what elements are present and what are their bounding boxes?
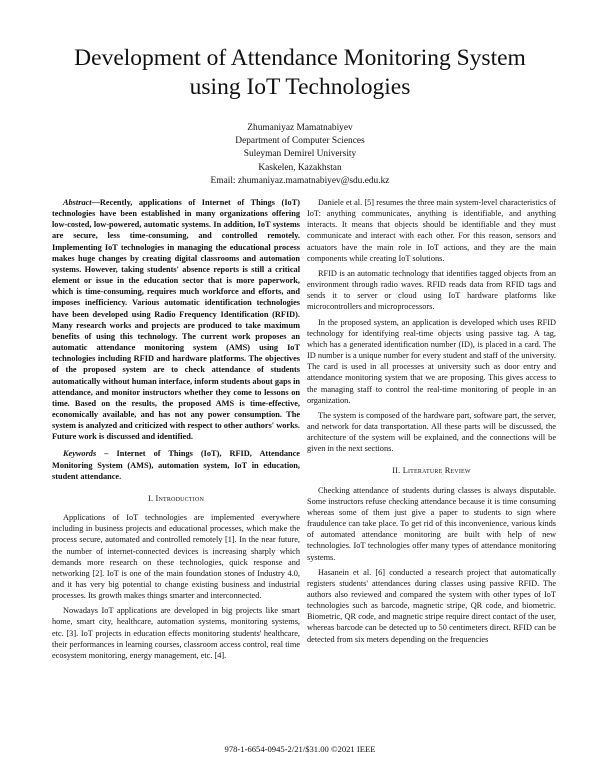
section-number: II. — [392, 466, 401, 476]
title-line-1: Development of Attendance Monitoring System — [74, 45, 526, 71]
body-paragraph-3: In the proposed system, an application is developed which uses RFID technology for identifying real-time objects using passive tag. A tag, which has a generated identification number (ID), is placed in a card. The ID number is a unique number for every student and staff of the university. The card is used in all processes at university such as door entry and attendance monitoring system that we are proposing. This gives access to the managing staff to control the real-time monitoring of people in an organization. — [307, 317, 556, 405]
author-email: Email: zhumaniyaz.mamatnabiyev@sdu.edu.kz — [210, 175, 390, 186]
abstract-label: Abstract — [63, 198, 92, 207]
keywords — [52, 448, 300, 481]
section-title: Introduction — [155, 493, 205, 503]
copyright-footer: 978-1-6654-0945-2/21/$31.00 ©2021 IEEE — [224, 744, 376, 754]
author-name: Zhumaniyaz Mamatnabiyev — [247, 123, 353, 133]
abstract-text: —Recently, applications of Internet of Things (IoT) technologies have been established in many organizations offering low-costed, low-powered, automatic systems. In addition, IoT systems are secure, less time-consuming, and controlled remotely. Implementing IoT technologies in managing the educational process makes huge changes by creating digital classrooms and automation systems. However, taking students' absence reports is still a critical element or issue in the education sector that is more paperwork, which is time-consuming, requires much workforce and efforts, and imposes inefficiency. Various automatic identification technologies have been developed using Radio Frequency Identification (RFID). Many research works and projects are produced to take maximum benefits of using this technology. The current work proposes an automatic attendance monitoring system (AMS) using IoT technologies including RFID and hardware platforms. The objectives of the proposed system are to check attendance of students automatically without human interface, inform students about gaps in attendance, and monitor instructors whether they come to lessons on time. Based on the results, the proposed AMS is time-effective, economically available, and has not any power consumption. The system is analyzed and criticized with respect to other authors' works. Future work is discussed and identified. — [52, 198, 300, 442]
body-paragraph-1: Daniele et al. [5] resumes the three main system-level characteristics of IoT: anything communicates, anything is identifiable, and anything interacts. It means that objects should be identifiable and they must communicate and interact with each other. For this reason, sensors and actuators have the main role in IoT actions, and they are the main components while creating IoT solutions. — [307, 198, 556, 263]
body-paragraph-2: RFID is an automatic technology that identifies tagged objects from an environment through radio waves. RFID reads data from RFID tags and sends it to server or cloud using IoT hardware platforms like microcontrollers and microprocessors. — [307, 268, 556, 312]
abstract — [52, 197, 300, 442]
paper-title — [40, 44, 560, 102]
keywords-text: – Internet of Things (IoT), RFID, Attendance Monitoring System (AMS), automation system, IoT in education, student attendance. — [52, 449, 300, 481]
literature-paragraph-1: Checking attendance of students during classes is always disputable. Some instructors refuse checking attendance because it is time consuming whereas some of them just give a paper to students to sign where fraudulence can take place. To get rid of this inconvenience, various kinds of automated attendance monitoring are built with help of new technologies. IoT technologies offer many types of attendance monitoring systems. — [307, 485, 556, 562]
body-paragraph-4: The system is composed of the hardware part, software part, the server, and network for data transportation. All these parts will be discussed, the architecture of the system will be explained, and the connections will be given in the next sections. — [307, 410, 556, 454]
section-heading-literature-review — [307, 465, 556, 476]
author-location: Kaskelen, Kazakhstan — [258, 162, 342, 173]
section-title: Literature Review — [402, 466, 471, 476]
right-column — [307, 197, 556, 645]
author-block — [150, 122, 450, 188]
title-line-2: using IoT Technologies — [189, 74, 411, 100]
abstract-paragraph — [52, 197, 300, 442]
author-department: Department of Computer Sciences — [235, 136, 365, 147]
literature-paragraph-2: Hasanein et al. [6] conducted a research project that automatically registers students' attendances during classes using passive RFID. The authors also reviewed and compared the system with other types of IoT technologies such as barcode, magnetic stripe, QR code, and biometric. Biometric, QR code, and magnetic stripe require direct contact of the user, whereas barcode can be detected up to 50 centimeters direct. RFID can be detected from six meters depending on the frequencies — [307, 567, 556, 644]
left-column — [52, 197, 300, 661]
section-number: I. — [147, 493, 154, 503]
keywords-label: Keywords — [63, 449, 97, 459]
author-university: Suleyman Demirel University — [243, 149, 357, 160]
section-heading-introduction — [52, 493, 300, 504]
intro-paragraph-2: Nowadays IoT applications are developed in big projects like smart home, smart city, healthcare, automation systems, monitoring systems, etc. [3]. IoT projects in education effects monitoring students' healthcare, their performances in learning courses, classroom access control, real time ecosystem monitoring, energy management, etc. [4]. — [52, 606, 300, 660]
intro-paragraph-1: Applications of IoT technologies are implemented everywhere including in business projects and educational processes, which make the process secure, automated and controlled remotely [1]. In the near future, the number of internet-connected devices is increasing sharply which demands more research on these technologies, quick response and networking [2]. IoT is one of the main foundation stones of Industry 4.0, and it has very big potential to change existing business and industrial processes. Its growth makes things smarter and interconnected. — [52, 513, 300, 601]
keywords-paragraph — [52, 448, 300, 481]
